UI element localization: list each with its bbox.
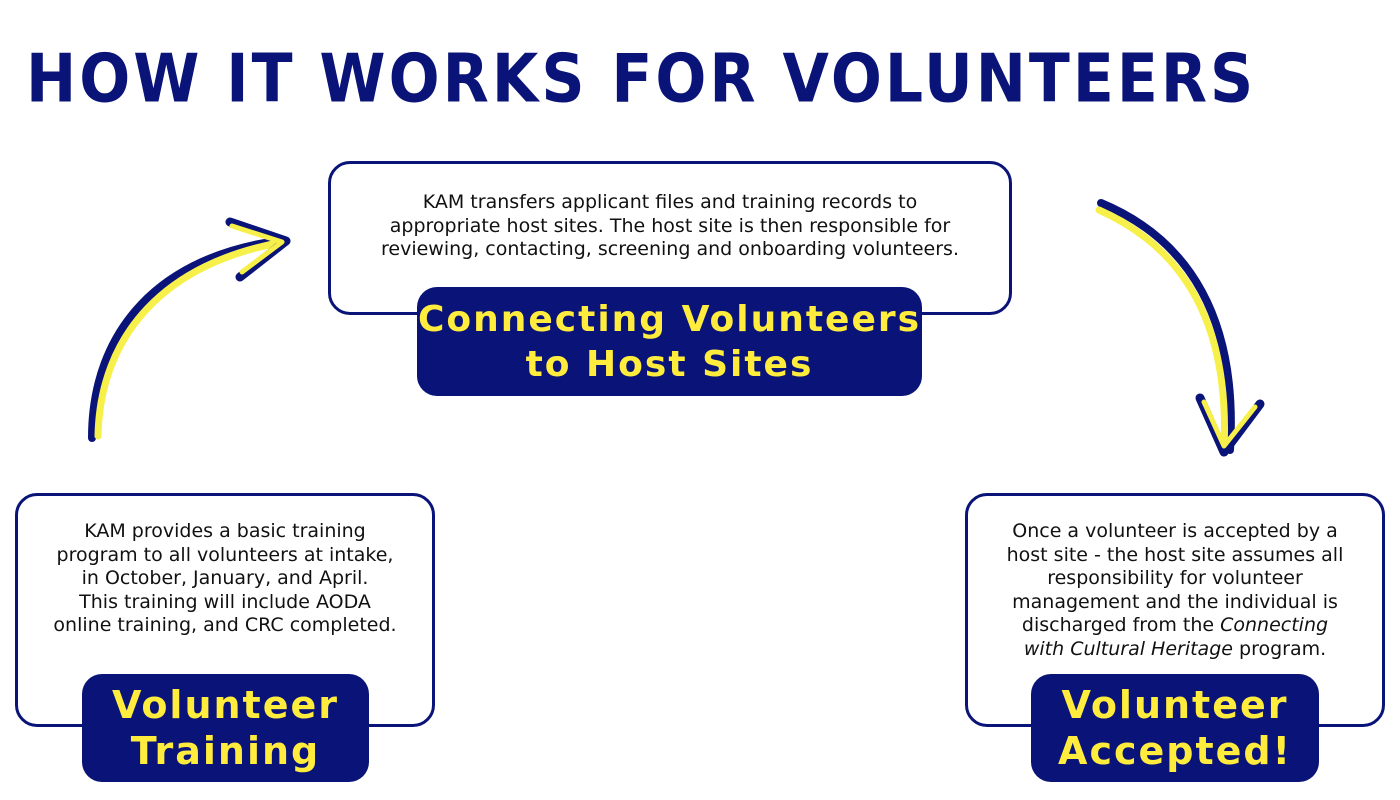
description-line: responsibility for volunteer bbox=[1047, 567, 1303, 589]
label-line: Accepted! bbox=[1058, 729, 1292, 773]
description-line: KAM provides a basic training bbox=[84, 520, 366, 542]
description-text: discharged from the bbox=[1021, 614, 1221, 636]
description-line: management and the individual is bbox=[1012, 590, 1338, 613]
description-line: program to all volunteers at intake, bbox=[56, 543, 394, 566]
training-step-label bbox=[82, 674, 369, 782]
description-line: Once a volunteer is accepted by a bbox=[1012, 520, 1338, 542]
description-text: program. bbox=[1232, 637, 1327, 660]
connecting-step-description bbox=[343, 191, 997, 262]
label-line: Volunteer bbox=[111, 683, 340, 727]
description-line bbox=[974, 638, 1376, 662]
description-line: online training, and CRC completed. bbox=[53, 614, 397, 636]
page-title: HOW IT WORKS FOR VOLUNTEERS bbox=[26, 40, 1257, 119]
accepted-step-description bbox=[974, 520, 1376, 661]
description-line bbox=[974, 614, 1376, 638]
description-line: appropriate host sites. The host site is then responsible for bbox=[389, 214, 951, 237]
accepted-step-label bbox=[1031, 674, 1319, 782]
description-line: host site - the host site assumes all bbox=[1006, 543, 1344, 566]
description-line: This training will include AODA bbox=[79, 590, 371, 613]
program-name-italic: Connecting bbox=[1220, 614, 1329, 636]
description-line: KAM transfers applicant files and training records to bbox=[422, 191, 918, 213]
label-line: Volunteer bbox=[1061, 683, 1289, 727]
connecting-step-label bbox=[417, 287, 922, 396]
description-line: reviewing, contacting, screening and onboarding volunteers. bbox=[381, 238, 959, 260]
label-line: Training bbox=[130, 729, 321, 773]
description-line: in October, January, and April. bbox=[81, 567, 369, 589]
training-step-description bbox=[24, 520, 426, 638]
label-line: Connecting Volunteers bbox=[417, 298, 922, 340]
program-name-italic: with Cultural Heritage bbox=[1023, 637, 1233, 660]
label-line: to Host Sites bbox=[525, 343, 814, 385]
